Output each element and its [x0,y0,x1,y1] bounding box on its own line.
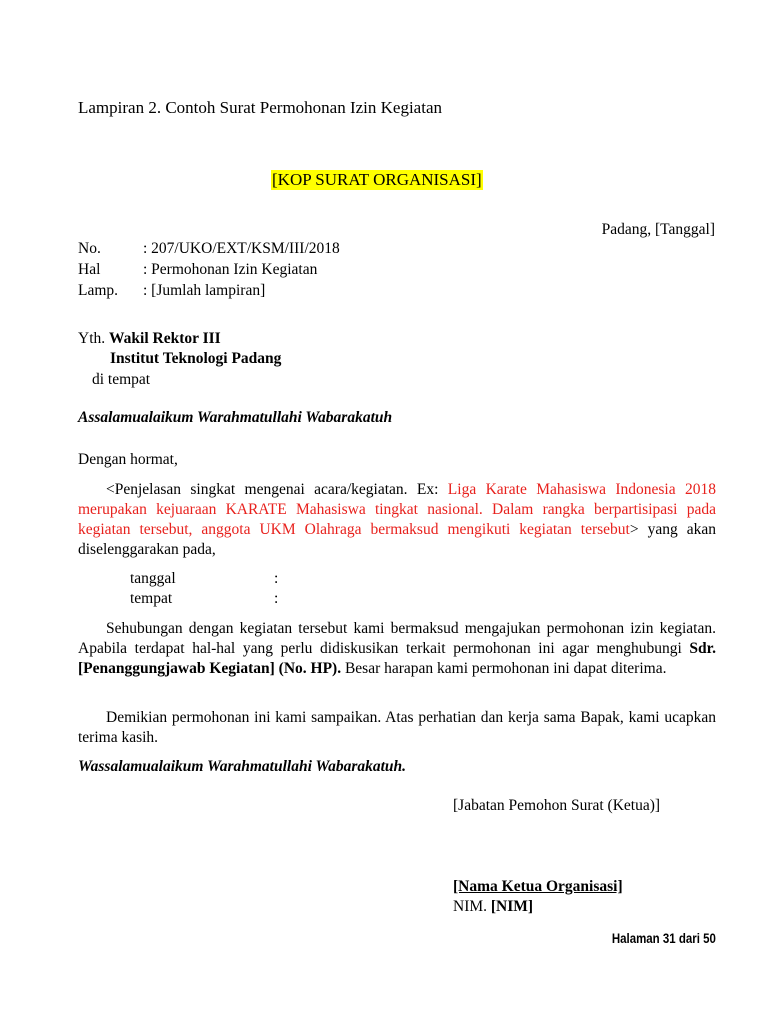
event-date-label: tanggal [130,570,176,587]
closing-paragraph: Demikian permohonan ini kami sampaikan. Atas perhatian dan kerja sama Bapak, kami ucapkan terima kasih. [78,709,716,746]
nim-label: NIM. [453,898,491,915]
recipient-line [78,330,221,348]
footer-total: 50 [703,930,716,946]
meta-label-attachment: Lamp. [78,282,119,299]
intro-paragraph [78,480,716,560]
place-date: Padang, [Tanggal] [601,221,715,238]
nim-value: [NIM] [490,898,534,915]
footer-label: Halaman [611,930,664,946]
meta-value-number: : 207/UKO/EXT/KSM/III/2018 [143,240,340,257]
intro-example: Liga Karate Mahasiswa Indonesia 2018 merupakan kejuaraan KARATE Mahasiswa tingkat nasional. Dalam rangka berpartisipasi pada kegiatan tersebut, anggota UKM Olahraga bermaksud mengikuti kegiatan tersebut [78,481,716,538]
event-place-label: tempat [130,590,173,607]
page-footer [612,930,716,946]
closing-greeting: Wassalamualaikum Warahmatullahi Wabarakatuh. [78,758,407,775]
request-paragraph [78,619,716,679]
intro-text-end: > yang akan diselenggarakan pada, [78,521,716,558]
meta-value-subject: : Permohonan Izin Kegiatan [143,261,318,278]
meta-label-subject: Hal [78,261,101,278]
meta-value-attachment: : [Jumlah lampiran] [143,282,266,299]
recipient-location: di tempat [92,371,151,388]
contact-person: Sdr. [Penanggungjawab Kegiatan] (No. HP). [78,640,716,677]
recipient-prefix: Yth. [78,330,109,347]
footer-page: 31 [663,930,676,946]
recipient-institution: Institut Teknologi Padang [110,350,282,367]
request-text-start: Sehubungan dengan kegiatan tersebut kami bermaksud mengajukan permohonan izin kegiatan. Apabila terdapat hal-hal yang perlu didiskusikan terkait permohonan ini agar menghubungi [78,620,716,657]
event-place-separator: : [274,590,279,607]
document-title: Lampiran 2. Contoh Surat Permohonan Izin Kegiatan [78,98,442,117]
request-text-end: Besar harapan kami permohonan ini dapat diterima. [341,660,667,677]
salutation: Dengan hormat, [78,451,178,468]
meta-label-number: No. [78,240,101,257]
letterhead-placeholder: [KOP SURAT ORGANISASI] [272,170,482,189]
recipient-name: Wakil Rektor III [109,330,221,347]
footer-of: dari [675,930,704,946]
signatory-nim [453,898,533,916]
signatory-position: [Jabatan Pemohon Surat (Ketua)] [453,797,661,814]
opening-greeting: Assalamualaikum Warahmatullahi Wabarakatuh [78,409,393,426]
intro-text-start: <Penjelasan singkat mengenai acara/kegiatan. Ex: [106,481,448,498]
event-date-separator: : [274,570,279,587]
signatory-name: [Nama Ketua Organisasi] [453,878,623,895]
